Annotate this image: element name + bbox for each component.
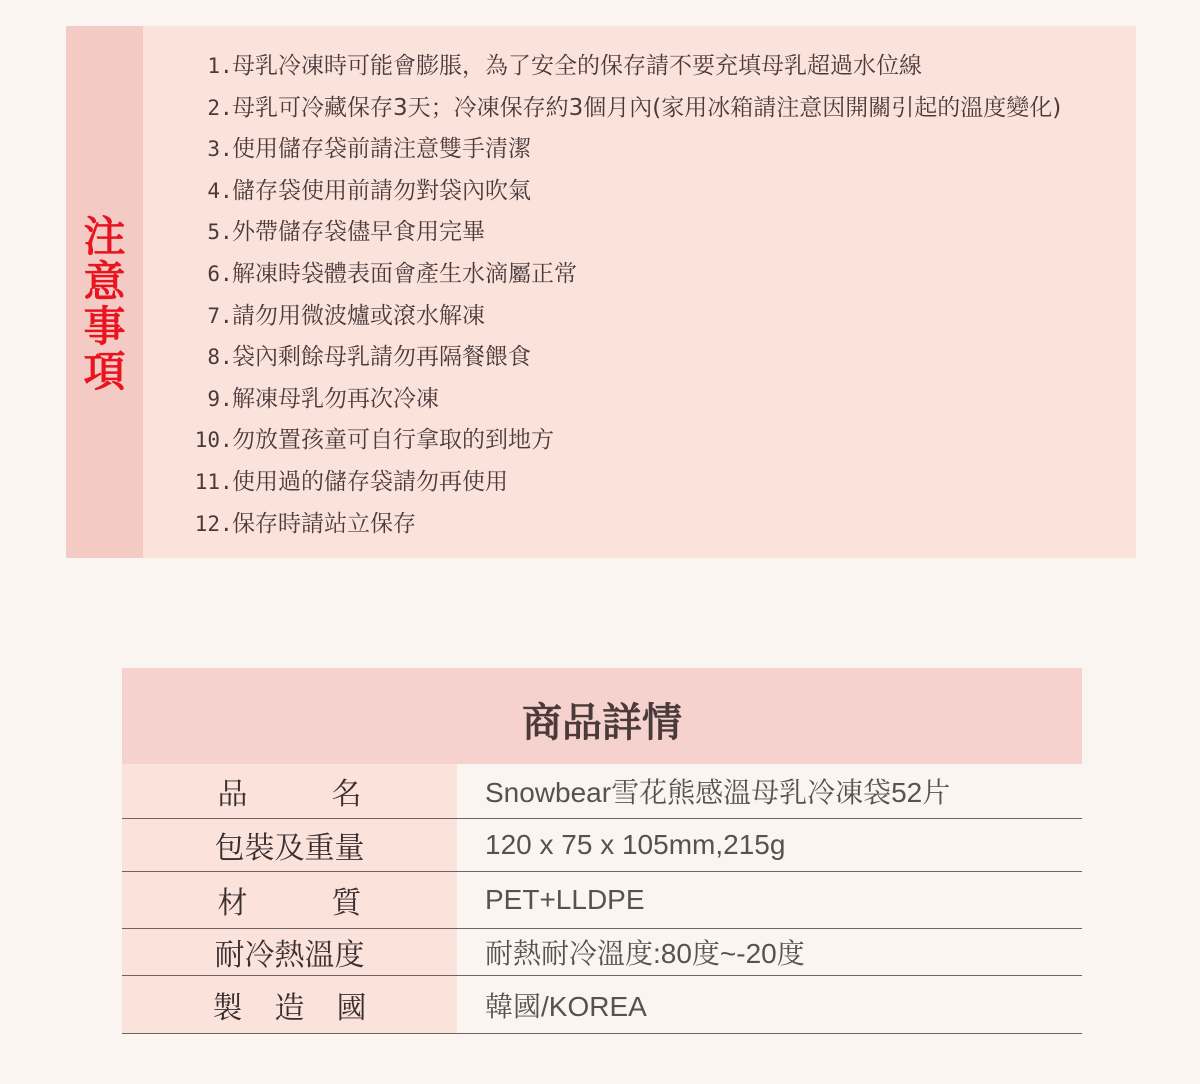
- notice-item: [176, 337, 1061, 379]
- notice-item-text: 解凍母乳勿再次冷凍: [232, 385, 439, 412]
- product-detail-title: 商品詳情: [122, 668, 1082, 764]
- detail-label-part: 名: [331, 777, 362, 812]
- notice-title-char: 意: [83, 257, 126, 306]
- notice-item-number: 4: [207, 178, 220, 203]
- notice-title: [66, 214, 143, 394]
- notice-item-text: 請勿用微波爐或滾水解凍: [232, 302, 485, 329]
- notice-item-dot: .: [220, 511, 233, 536]
- detail-value: 耐熱耐冷溫度:80度~-20度: [485, 938, 805, 969]
- detail-label: [122, 872, 457, 928]
- notice-item: [176, 504, 1061, 546]
- detail-label-part: 造: [274, 990, 305, 1026]
- notice-item-text: 外帶儲存袋儘早食用完畢: [232, 219, 485, 246]
- detail-label: 包裝及重量: [122, 819, 457, 871]
- notice-item: [176, 46, 1061, 88]
- notice-item: [176, 254, 1061, 296]
- notice-item-dot: .: [220, 469, 233, 494]
- notice-item-dot: .: [220, 95, 233, 120]
- notice-item-dot: .: [220, 345, 233, 370]
- notice-item-text: 母乳可冷藏保存3天；冷凍保存約3個月內(家用冰箱請注意因開關引起的溫度變化): [232, 94, 1062, 121]
- product-detail-table: [122, 668, 1082, 1034]
- detail-label-part: 材: [217, 886, 248, 921]
- notice-item-number: 12: [194, 511, 220, 536]
- notice-item-dot: .: [220, 137, 233, 162]
- notice-item-number: 11: [194, 469, 220, 494]
- notice-box: [66, 26, 1136, 558]
- notice-item-number: 6: [207, 261, 220, 286]
- notice-item-number: 8: [207, 345, 220, 370]
- notice-item-text: 保存時請站立保存: [232, 510, 416, 537]
- detail-label: 耐冷熱溫度: [122, 929, 457, 975]
- notice-item: [176, 462, 1061, 504]
- detail-label-part: 製: [212, 990, 243, 1026]
- notice-item-dot: .: [220, 220, 233, 245]
- notice-title-char: 項: [83, 347, 126, 396]
- notice-item-text: 袋內剩餘母乳請勿再隔餐餵食: [232, 344, 531, 371]
- notice-item-dot: .: [220, 386, 233, 411]
- notice-item-number: 3: [207, 137, 220, 162]
- notice-list: [176, 46, 1061, 545]
- notice-side-panel: [66, 26, 143, 558]
- detail-label-part: 品: [217, 777, 248, 812]
- detail-row: [122, 976, 1082, 1034]
- notice-item-number: 1: [207, 54, 220, 78]
- notice-title-char: 注: [83, 212, 126, 261]
- detail-value: 120 x 75 x 105mm,215g: [485, 829, 786, 860]
- notice-item: [176, 88, 1061, 130]
- detail-row: [122, 872, 1082, 929]
- notice-item-text: 儲存袋使用前請勿對袋內吹氣: [232, 177, 531, 204]
- notice-item: [176, 129, 1061, 171]
- notice-item-text: 解凍時袋體表面會產生水滴屬正常: [232, 260, 577, 287]
- detail-label-part: 質: [331, 886, 362, 921]
- detail-row: [122, 929, 1082, 976]
- notice-title-char: 事: [83, 302, 126, 351]
- detail-row: [122, 819, 1082, 872]
- notice-item-dot: .: [220, 178, 233, 203]
- notice-item-number: 5: [207, 220, 220, 245]
- notice-item-text: 使用儲存袋前請注意雙手清潔: [232, 136, 531, 163]
- detail-value: Snowbear雪花熊感溫母乳冷凍袋52片: [485, 777, 951, 808]
- detail-row: [122, 764, 1082, 819]
- notice-item: [176, 171, 1061, 213]
- notice-item-number: 9: [207, 386, 220, 411]
- detail-label: [122, 976, 457, 1033]
- notice-item-text: 勿放置孩童可自行拿取的到地方: [232, 427, 554, 454]
- notice-item-number: 10: [194, 428, 220, 453]
- notice-item-number: 7: [207, 303, 220, 328]
- detail-label: [122, 764, 457, 818]
- notice-item-dot: .: [220, 54, 233, 78]
- notice-item: [176, 296, 1061, 338]
- notice-item-dot: .: [220, 261, 233, 286]
- detail-value: 韓國/KOREA: [485, 990, 647, 1022]
- notice-item-text: 使用過的儲存袋請勿再使用: [232, 468, 508, 495]
- notice-item: [176, 420, 1061, 462]
- notice-item-dot: .: [220, 303, 233, 328]
- notice-item: [176, 212, 1061, 254]
- notice-item-dot: .: [220, 428, 233, 453]
- detail-value: PET+LLDPE: [485, 884, 645, 915]
- notice-item-text: 母乳冷凍時可能會膨脹，為了安全的保存請不要充填母乳超過水位線: [232, 53, 922, 79]
- notice-item: [176, 379, 1061, 421]
- detail-label-part: 國: [336, 990, 367, 1026]
- notice-item-number: 2: [207, 95, 220, 120]
